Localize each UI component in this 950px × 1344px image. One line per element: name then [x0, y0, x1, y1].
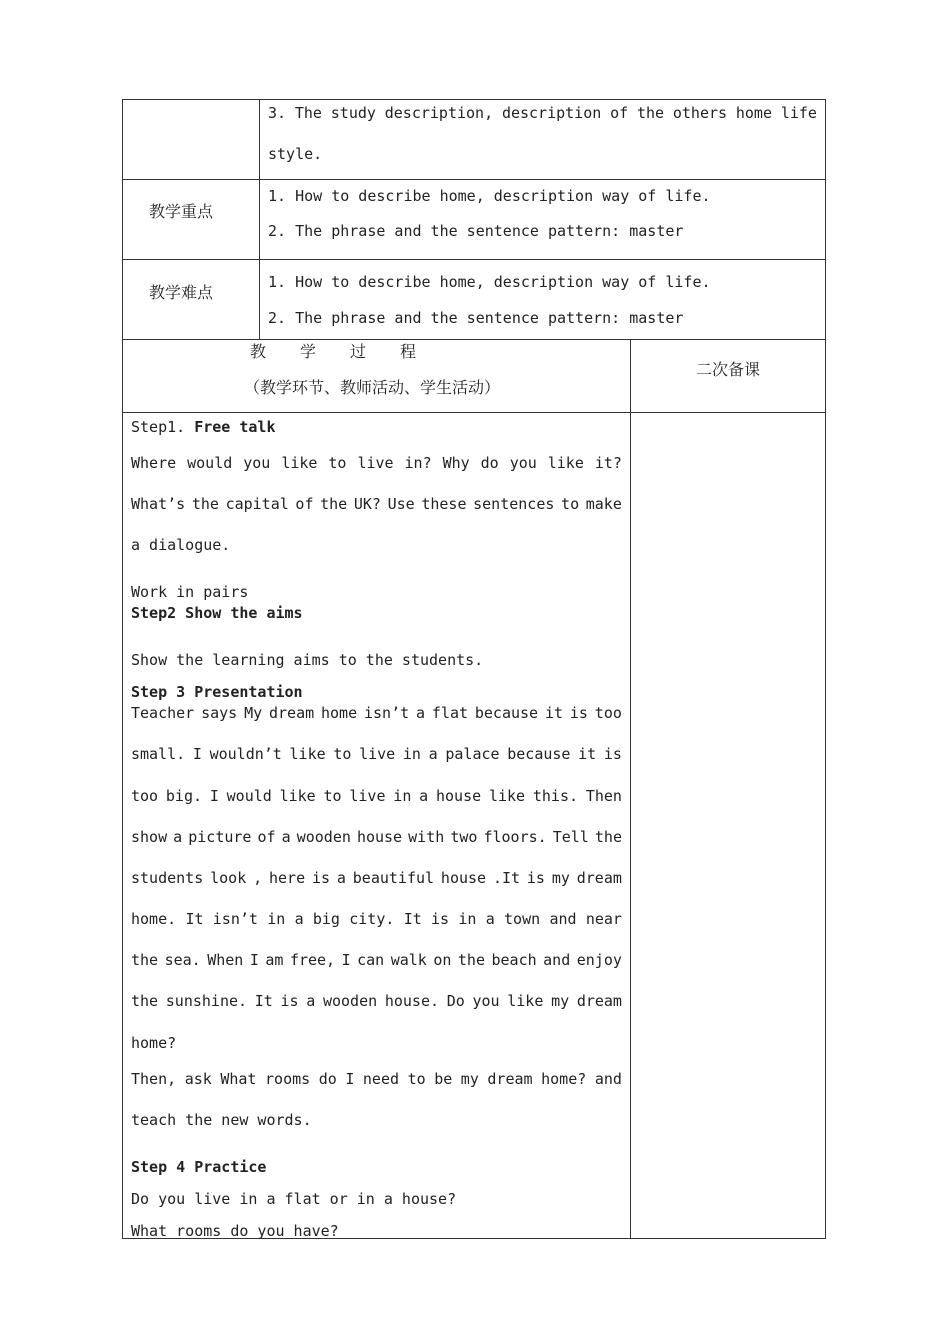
difficult-points-item: 1. How to describe home, description way of life.: [268, 273, 711, 291]
row-divider: [122, 339, 826, 340]
word: my: [551, 869, 570, 887]
row-divider: [122, 179, 826, 180]
word: a: [294, 910, 304, 928]
word: UK?: [353, 495, 381, 513]
top-row-line1: [268, 104, 817, 122]
word: 学: [299, 342, 316, 361]
word: is: [431, 910, 450, 928]
word: It: [403, 910, 422, 928]
word: because: [474, 704, 539, 722]
word: is: [603, 745, 622, 763]
word: on: [433, 951, 452, 969]
word: with: [408, 828, 445, 846]
word: Where: [131, 454, 177, 472]
word: live: [349, 787, 386, 805]
word: palace: [445, 745, 500, 763]
word: show: [131, 828, 168, 846]
word: rooms: [265, 1070, 311, 1088]
step3-line: [131, 869, 622, 887]
word: isn’t: [363, 704, 410, 722]
word: description: [501, 104, 602, 122]
word: .It: [492, 869, 521, 887]
step1-line: [131, 454, 622, 472]
word: ,: [253, 869, 263, 887]
step1-line: a dialogue.: [131, 536, 231, 554]
step2-line: Show the learning aims to the students.: [131, 651, 484, 669]
word: dream: [487, 1070, 533, 1088]
word: of: [295, 495, 314, 513]
word: wouldn’t: [209, 745, 282, 763]
step4-heading: Step 4 Practice: [131, 1158, 267, 1176]
word: in?: [404, 454, 432, 472]
table-border-top: [122, 99, 826, 100]
word: it?: [594, 454, 622, 472]
word: near: [585, 910, 622, 928]
word: the: [636, 104, 665, 122]
difficult-points-label: 教学难点: [149, 283, 214, 302]
word: big: [312, 910, 340, 928]
word: students: [131, 869, 204, 887]
word: you: [243, 454, 271, 472]
word: be: [434, 1070, 453, 1088]
step1-heading: [131, 418, 276, 436]
key-points-item: 2. The phrase and the sentence pattern: master: [268, 222, 684, 240]
word: in: [458, 910, 477, 928]
label-column-divider: [259, 99, 260, 339]
step3-line: [131, 1070, 622, 1088]
word: a: [428, 745, 438, 763]
word: a: [485, 910, 495, 928]
word: a: [419, 787, 429, 805]
word: would: [226, 787, 272, 805]
step1-line: [131, 495, 622, 513]
step1-title: Free talk: [194, 418, 276, 436]
word: sentences: [473, 495, 555, 513]
word: do: [480, 454, 499, 472]
word: dream: [576, 869, 622, 887]
word: beach: [491, 951, 537, 969]
word: sea.: [164, 951, 201, 969]
word: 过: [349, 342, 366, 361]
word: live: [357, 454, 394, 472]
word: small.: [131, 745, 186, 763]
step3-line: [131, 951, 622, 969]
word: description,: [384, 104, 494, 122]
word: here: [268, 869, 306, 887]
word: need: [362, 1070, 400, 1088]
word: my: [460, 1070, 479, 1088]
word: of: [610, 104, 629, 122]
word: Why: [442, 454, 470, 472]
row-divider: [122, 259, 826, 260]
word: I: [192, 745, 202, 763]
word: study: [330, 104, 376, 122]
word: walk: [390, 951, 427, 969]
word: town: [504, 910, 541, 928]
word: these: [421, 495, 467, 513]
word: beautiful: [352, 869, 435, 887]
word: would: [187, 454, 233, 472]
word: I: [341, 951, 351, 969]
step4-line: Do you live in a flat or in a house?: [131, 1190, 457, 1208]
step3-line: [131, 992, 622, 1010]
word: a: [281, 828, 291, 846]
word: It: [185, 910, 204, 928]
word: ask: [184, 1070, 212, 1088]
word: like: [289, 745, 326, 763]
word: live: [359, 745, 396, 763]
step1-prefix: Step1.: [131, 418, 186, 436]
word: free,: [289, 951, 336, 969]
word: the: [320, 495, 348, 513]
word: I: [249, 951, 259, 969]
word: to: [561, 495, 580, 513]
word: house: [356, 828, 403, 846]
key-points-item: 1. How to describe home, description way of life.: [268, 187, 711, 205]
word: home: [735, 104, 772, 122]
word: I: [209, 787, 219, 805]
word: to: [323, 787, 342, 805]
word: this.: [532, 787, 579, 805]
word: dream: [576, 992, 622, 1010]
step3-line: [131, 910, 622, 928]
word: is: [569, 704, 588, 722]
word: Teacher: [131, 704, 195, 722]
word: look: [210, 869, 247, 887]
step3-line: [131, 787, 622, 805]
word: you: [509, 454, 537, 472]
word: a: [173, 828, 183, 846]
table-border-left: [122, 99, 123, 1239]
process-subtitle: （教学环节、教师活动、学生活动）: [244, 378, 501, 397]
word: to: [407, 1070, 426, 1088]
word: It: [254, 992, 273, 1010]
word: 程: [399, 342, 416, 361]
word: house: [435, 787, 482, 805]
word: floors.: [483, 828, 547, 846]
word: and: [543, 951, 571, 969]
word: in: [393, 787, 412, 805]
word: a: [336, 869, 346, 887]
step2-heading: Step2 Show the aims: [131, 604, 303, 622]
word: in: [402, 745, 421, 763]
word: others: [672, 104, 728, 122]
word: picture: [188, 828, 252, 846]
difficult-points-item: 2. The phrase and the sentence pattern: master: [268, 309, 684, 327]
word: like: [281, 454, 318, 472]
step3-line: [131, 704, 622, 722]
word: make: [585, 495, 622, 513]
table-border-right: [825, 99, 826, 1239]
word: is: [280, 992, 299, 1010]
word: am: [265, 951, 284, 969]
word: 3.: [268, 104, 287, 122]
word: the: [594, 828, 622, 846]
process-title: [250, 343, 416, 361]
word: Use: [387, 495, 415, 513]
word: What’s: [131, 495, 186, 513]
word: Tell: [552, 828, 589, 846]
word: a: [306, 992, 316, 1010]
step1-line: Work in pairs: [131, 583, 249, 601]
second-prep-label: 二次备课: [696, 360, 761, 379]
word: Then: [585, 787, 622, 805]
word: My: [244, 704, 263, 722]
word: says: [201, 704, 238, 722]
word: like: [488, 787, 526, 805]
word: home: [321, 704, 358, 722]
word: house.: [384, 992, 440, 1010]
word: flat: [431, 704, 469, 722]
step3-line: [131, 745, 622, 763]
word: I: [345, 1070, 355, 1088]
word: the: [457, 951, 485, 969]
word: and: [594, 1070, 622, 1088]
step4-line: What rooms do you have?: [131, 1222, 339, 1240]
word: it: [578, 745, 597, 763]
word: you: [472, 992, 500, 1010]
word: my: [551, 992, 570, 1010]
word: two: [450, 828, 478, 846]
word: home?: [541, 1070, 587, 1088]
word: Then,: [131, 1070, 177, 1088]
word: like: [507, 992, 544, 1010]
word: and: [549, 910, 577, 928]
word: The: [294, 104, 322, 122]
word: the: [131, 951, 159, 969]
word: isn’t: [212, 910, 258, 928]
word: wooden: [296, 828, 351, 846]
key-points-label: 教学重点: [149, 202, 214, 221]
word: home.: [131, 910, 177, 928]
step3-line: teach the new words.: [131, 1111, 312, 1129]
word: house: [440, 869, 487, 887]
word: the: [131, 992, 159, 1010]
word: because: [507, 745, 571, 763]
word: What: [220, 1070, 257, 1088]
step3-line: home?: [131, 1034, 177, 1052]
word: is: [526, 869, 545, 887]
word: enjoy: [576, 951, 622, 969]
word: the: [191, 495, 219, 513]
word: it: [544, 704, 564, 722]
side-column-divider: [630, 339, 631, 1238]
word: wooden: [322, 992, 378, 1010]
word: like: [279, 787, 316, 805]
word: to: [333, 745, 352, 763]
word: big.: [165, 787, 203, 805]
step3-heading: Step 3 Presentation: [131, 683, 303, 701]
word: too: [594, 704, 622, 722]
word: sunshine.: [165, 992, 248, 1010]
row-divider: [122, 412, 826, 413]
top-row-line2: style.: [268, 145, 323, 163]
word: can: [357, 951, 385, 969]
step3-line: [131, 828, 622, 846]
word: is: [311, 869, 331, 887]
word: Do: [446, 992, 465, 1010]
word: too: [131, 787, 159, 805]
word: 教: [250, 342, 267, 361]
word: of: [257, 828, 276, 846]
word: city.: [349, 910, 395, 928]
word: like: [547, 454, 584, 472]
word: do: [318, 1070, 337, 1088]
word: in: [267, 910, 286, 928]
word: capital: [225, 495, 289, 513]
word: to: [328, 454, 347, 472]
word: life: [780, 104, 817, 122]
word: dream: [268, 704, 315, 722]
word: a: [416, 704, 426, 722]
word: When: [207, 951, 244, 969]
